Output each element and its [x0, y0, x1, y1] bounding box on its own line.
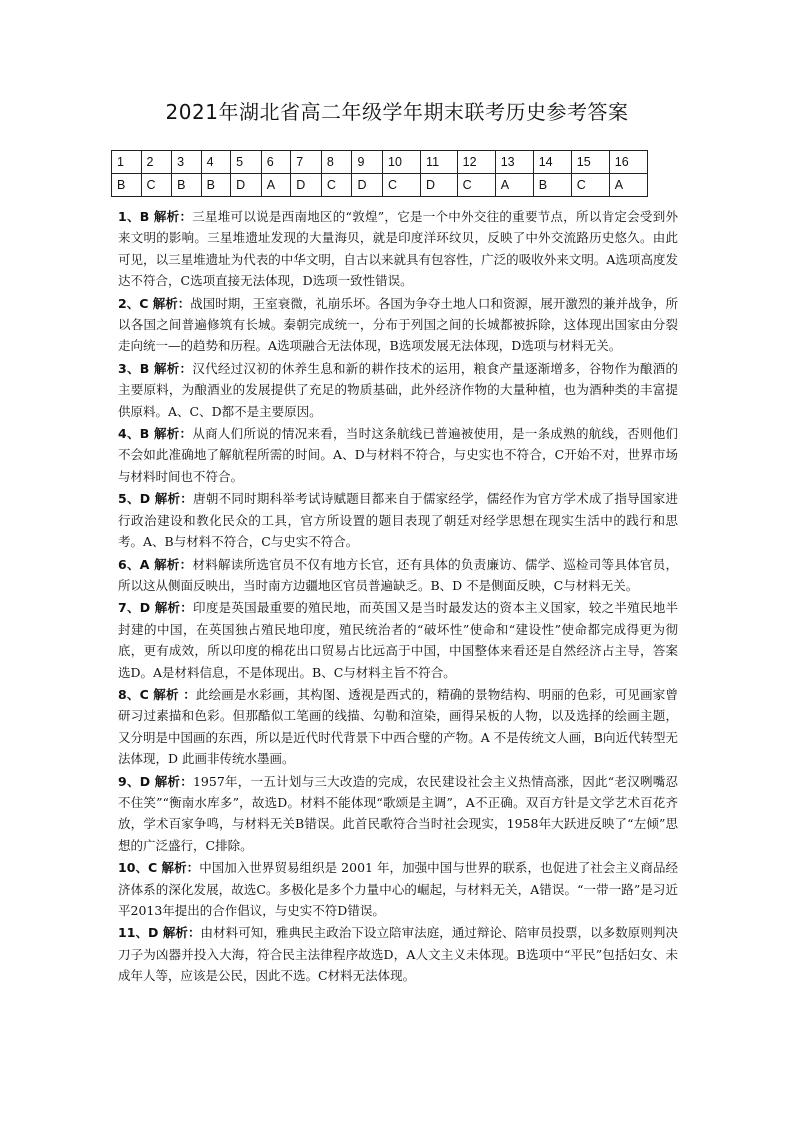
question-number: 16	[609, 151, 647, 174]
explanation-text: 材料解读所选官员不仅有地方长官，还有具体的负责廉访、儒学、巡检司等具体官员，所以这从侧面反映出，当时南方边疆地区官员普遍缺乏。B、D 不是侧面反映，C与材料无关。	[118, 556, 678, 593]
explanation-prefix: 3、B 解析：	[118, 360, 193, 376]
answer-cell: C	[383, 174, 421, 197]
explanation-prefix: 8、C 解析 ：	[118, 686, 196, 702]
answer-cell: C	[457, 174, 495, 197]
explanation-item	[118, 554, 678, 597]
explanation-prefix: 2、C 解析：	[118, 295, 191, 311]
explanation-text: 三星堆可以说是西南地区的“敦煌”，它是一个中外交往的重要节点，所以肯定会受到外来文明的影响。三星堆遗址发现的大量海贝，就是印度洋环纹贝，反映了中外交流路历史悠久。由此可见，以三星堆遗址为代表的中华文明，自古以来就具有包容性，广泛的吸收外来文明。A选项高度发达不符合，C选项直接无法体现，D选项一致性错误。	[118, 209, 678, 289]
explanation-item	[118, 771, 678, 857]
answer-cell: D	[421, 174, 458, 197]
explanation-prefix: 5、D 解析：	[118, 491, 194, 507]
question-number: 2	[141, 151, 172, 174]
explanation-item	[118, 857, 678, 921]
explanation-text: 唐朝不同时期科举考试诗赋题目都来自于儒家经学，儒经作为官方学术成了指导国家进行政治建设和教化民众的工具，官方所设置的题目表现了朝廷对经学思想在现实生活中的践行和思考。A、B与材料不符合，C与史实不符合。	[118, 491, 678, 550]
answer-row	[112, 174, 648, 197]
answer-cell: D	[291, 174, 322, 197]
page-title: 2021年湖北省高二年级学年期末联考历史参考答案	[165, 100, 629, 124]
answer-cell: D	[231, 174, 262, 197]
explanation-prefix: 9、D 解析：	[118, 773, 193, 789]
explanation-prefix: 11、D 解析：	[118, 925, 201, 941]
explanation-text: 战国时期，王室衰微，礼崩乐坏。各国为争夺土地人口和资源，展开激烈的兼并战争，所以各国之间普遍修筑有长城。秦朝完成统一，分布于列国之间的长城都被拆除，这体现出国家由分裂走向统一—的趋势和历程。A选项融合无法体现，B选项发展无法体现，D选项与材料无关。	[118, 295, 678, 354]
explanation-text: 汉代经过汉初的休养生息和新的耕作技术的运用，粮食产量逐渐增多，谷物作为酿酒的主要原料，为酿酒业的发展提供了充足的物质基础，此外经济作物的大量种植，也为酒种类的丰富提供原料。A、C、D都不是主要原因。	[118, 360, 678, 419]
explanation-item	[118, 684, 678, 770]
explanation-text: 从商人们所说的情况来看，当时这条航线已普遍被使用，是一条成熟的航线，否则他们不会如此准确地了解航程所需的时间。A、D与材料不符合，与史实也不符合，C开始不对，世界市场与材料时间也不符合。	[118, 426, 678, 484]
answer-cell: B	[172, 174, 202, 197]
answer-cell: B	[112, 174, 142, 197]
answer-cell: C	[321, 174, 352, 197]
question-number: 15	[571, 151, 609, 174]
question-number: 13	[495, 151, 533, 174]
question-number-row	[112, 151, 648, 174]
explanation-text: 印度是英国最重要的殖民地，而英国又是当时最发达的资本主义国家，较之半殖民地半封建的中国，在英国独占殖民地印度，殖民统治者的“破坏性”使命和“建设性”使命都完成得更为彻底，更有成效，所以印度的棉花出口贸易占比远高于中国，中国整体来看还是自然经济占主导，答案选D。A是材料信息，不是体现出。B、C与材料主旨不符合。	[118, 600, 678, 680]
question-number: 1	[112, 151, 142, 174]
explanation-item	[118, 293, 678, 357]
explanation-text: 此绘画是水彩画，其构图、透视是西式的，精确的景物结构、明丽的色彩，可见画家曾研习过素描和色彩。但那酷似工笔画的线描、勾勒和渲染，画得呆板的人物，以及选择的绘画主题，又分明是中国画的东西，所以是近代时代背景下中西合璧的产物。A 不是传统文人画，B向近代转型无法体现，D 此画非传统水墨画。	[118, 686, 678, 767]
question-number: 11	[421, 151, 458, 174]
explanation-prefix: 10、C 解析：	[118, 860, 200, 876]
answer-table	[111, 150, 648, 197]
answer-cell: A	[609, 174, 647, 197]
answer-cell: A	[495, 174, 533, 197]
explanation-prefix: 7、D 解析：	[118, 600, 194, 616]
question-number: 9	[352, 151, 383, 174]
answer-cell: C	[141, 174, 172, 197]
question-number: 7	[291, 151, 322, 174]
answer-cell: A	[261, 174, 291, 197]
question-number: 12	[457, 151, 495, 174]
question-number: 14	[533, 151, 571, 174]
explanation-item	[118, 206, 678, 292]
explanation-item	[118, 358, 678, 422]
explanation-item	[118, 922, 678, 986]
answer-cell: C	[571, 174, 609, 197]
question-number: 4	[201, 151, 231, 174]
question-number: 5	[231, 151, 262, 174]
explanation-text: 中国加入世界贸易组织是 2001 年，加强中国与世界的联系，也促进了社会主义商品经济体系的深化发展，故选C。多极化是多个力量中心的崛起，与材料无关，A错误。“一带一路”是习近平2013年提出的合作倡议，与史实不符D错误。	[118, 860, 679, 918]
explanation-text: 由材料可知，雅典民主政治下设立陪审法庭，通过辩论、陪审员投票，以多数原则判决刀子为凶器并投入大海，符合民主法律程序故选D，A人文主义未体现。B选项中“平民”包括妇女、未成年人等，应该是公民，因此不选。C材料无法体现。	[118, 925, 678, 984]
explanation-item	[118, 423, 678, 487]
explanation-text: 1957年，一五计划与三大改造的完成，农民建设社会主义热情高涨，因此“老汉咧嘴忍不住笑”“衡南水库多”，故选D。材料不能体现“歌颂是主调”，A不正确。双百方针是文学艺术百花齐放，学术百家争鸣，与材料无关B错误。此首民歌符合当时社会现实，1958年大跃进反映了“左倾”思想的广泛盛行，C排除。	[118, 773, 678, 853]
answer-cell: D	[352, 174, 383, 197]
question-number: 8	[321, 151, 352, 174]
answer-cell: B	[533, 174, 571, 197]
explanation-prefix: 6、A 解析：	[118, 556, 193, 572]
answer-cell: B	[201, 174, 231, 197]
explanation-prefix: 1、B 解析：	[118, 209, 193, 224]
question-number: 3	[172, 151, 202, 174]
question-number: 10	[383, 151, 421, 174]
explanation-item	[118, 597, 678, 683]
explanations	[118, 206, 678, 988]
question-number: 6	[261, 151, 291, 174]
explanation-item	[118, 488, 678, 552]
explanation-prefix: 4、B 解析：	[118, 426, 193, 442]
